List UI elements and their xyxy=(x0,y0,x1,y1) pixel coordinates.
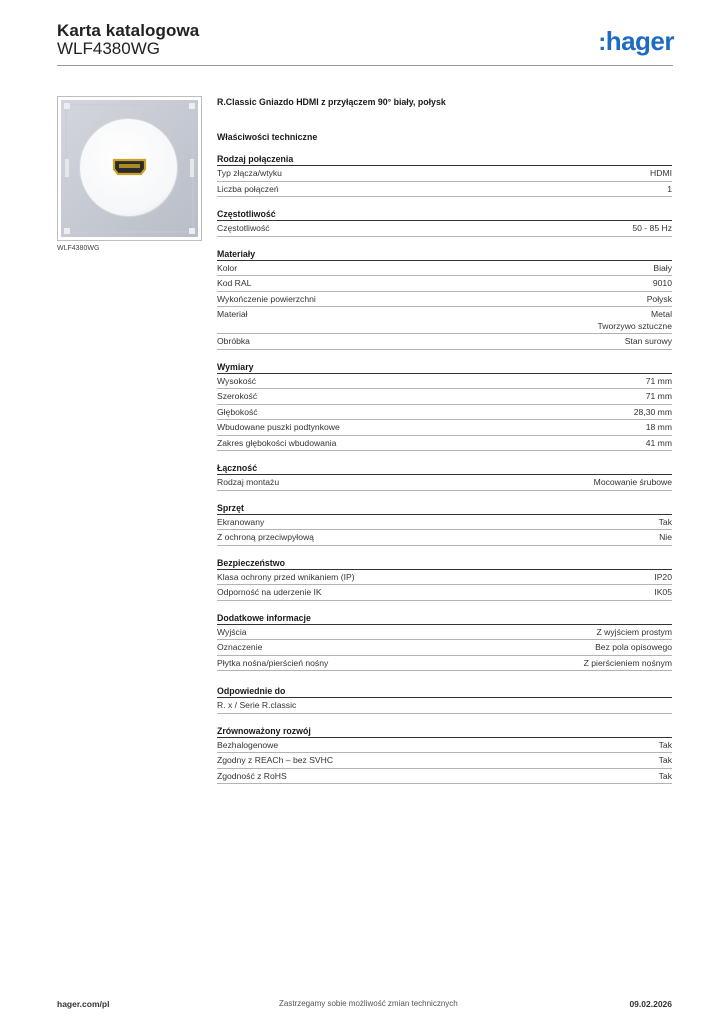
hdmi-socket-illustration xyxy=(58,97,201,240)
spec-label: Zakres głębokości wbudowania xyxy=(217,437,337,448)
section-title: Materiały xyxy=(217,248,672,261)
spec-row xyxy=(217,261,672,277)
spec-label: Ekranowany xyxy=(217,516,265,527)
spec-section xyxy=(217,462,672,491)
spec-row xyxy=(217,530,672,546)
spec-sections xyxy=(217,153,672,784)
section-title: Częstotliwość xyxy=(217,208,672,221)
spec-label: Odporność na uderzenie IK xyxy=(217,587,322,597)
spec-row xyxy=(217,738,672,754)
footer-disclaimer: Zastrzegamy sobie możliwość zmian technicznych xyxy=(279,999,458,1008)
spec-label: Z ochroną przeciwpyłową xyxy=(217,532,314,542)
section-title: Sprzęt xyxy=(217,502,672,515)
spec-value: Mocowanie śrubowe xyxy=(593,477,672,487)
spec-value: Stan surowy xyxy=(624,336,672,346)
spec-row xyxy=(217,570,672,586)
spec-value: Z wyjściem prostym xyxy=(596,626,672,637)
corner-mark-icon xyxy=(64,103,70,109)
spec-label: Zgodność z RoHS xyxy=(217,770,287,781)
spec-value: Tak xyxy=(658,770,672,781)
spec-label: Bezhalogenowe xyxy=(217,739,279,750)
spec-section xyxy=(217,208,672,237)
spec-value: Z pierścieniem nośnym xyxy=(583,657,672,668)
technical-properties-heading: Właściwości techniczne xyxy=(217,132,318,142)
spec-label: Materiał xyxy=(217,309,248,319)
spec-row xyxy=(217,374,672,390)
spec-row xyxy=(217,276,672,292)
spec-row xyxy=(217,515,672,531)
spec-row xyxy=(217,625,672,641)
section-title: Łączność xyxy=(217,462,672,475)
spec-value: HDMI xyxy=(650,168,672,178)
spec-value: Biały xyxy=(653,262,672,273)
image-caption: WLF4380WG xyxy=(57,245,100,252)
header-divider xyxy=(57,65,673,66)
spec-row xyxy=(217,753,672,769)
spec-label: Klasa ochrony przed wnikaniem (IP) xyxy=(217,571,355,582)
spec-value: Nie xyxy=(659,532,672,542)
spec-label: Wysokość xyxy=(217,375,257,386)
footer-date: 09.02.2026 xyxy=(629,999,672,1009)
section-title: Dodatkowe informacje xyxy=(217,612,672,625)
spec-row xyxy=(217,585,672,601)
spec-value: IP20 xyxy=(654,571,672,582)
spec-row xyxy=(217,182,672,198)
section-title: Odpowiednie do xyxy=(217,685,672,698)
spec-row xyxy=(217,334,672,350)
spec-row xyxy=(217,307,672,334)
spec-value: Tak xyxy=(658,516,672,527)
spec-label: Płytka nośna/pierścień nośny xyxy=(217,657,329,668)
section-title: Rodzaj połączenia xyxy=(217,153,672,166)
spec-section xyxy=(217,557,672,601)
spec-value: IK05 xyxy=(654,587,672,597)
spec-label: Kolor xyxy=(217,262,238,273)
spec-row xyxy=(217,166,672,182)
section-title: Zrównoważony rozwój xyxy=(217,725,672,738)
spec-section xyxy=(217,361,672,452)
spec-label: Wyjścia xyxy=(217,626,247,637)
spec-row xyxy=(217,640,672,656)
spec-row xyxy=(217,292,672,308)
spec-row xyxy=(217,656,672,672)
product-code: WLF4380WG xyxy=(57,39,160,58)
spec-row xyxy=(217,698,672,714)
spec-section xyxy=(217,725,672,785)
logo-colon-mark: : xyxy=(598,29,606,56)
spec-label: Rodzaj montażu xyxy=(217,477,280,487)
spec-label: Liczba połączeń xyxy=(217,183,279,194)
spec-value: Tak xyxy=(658,739,672,750)
section-title: Bezpieczeństwo xyxy=(217,557,672,570)
spec-value: 28,30 mm xyxy=(633,406,672,417)
spec-label: Wykończenie powierzchni xyxy=(217,293,316,304)
spec-value: 9010 xyxy=(652,278,672,288)
spec-section xyxy=(217,248,672,350)
spec-section xyxy=(217,502,672,546)
footer-website[interactable]: hager.com/pl xyxy=(57,999,110,1009)
spec-value: 50 - 85 Hz xyxy=(632,223,672,233)
spec-value: 18 mm xyxy=(645,422,672,432)
product-name: R.Classic Gniazdo HDMI z przyłączem 90° biały, połysk xyxy=(217,97,446,107)
spec-row xyxy=(217,221,672,237)
spec-row xyxy=(217,769,672,785)
spec-section xyxy=(217,612,672,672)
spec-label: Głębokość xyxy=(217,406,258,417)
spec-label: Wbudowane puszki podtynkowe xyxy=(217,422,340,432)
spec-label: Typ złącza/wtyku xyxy=(217,168,282,178)
document-title: Karta katalogowa xyxy=(57,21,200,40)
corner-mark-icon xyxy=(189,103,195,109)
spec-value: Połysk xyxy=(646,293,672,304)
spec-value: 71 mm xyxy=(645,391,672,401)
spec-label: Kod RAL xyxy=(217,278,252,288)
spec-value: 1 xyxy=(667,183,672,194)
spec-value: 71 mm xyxy=(645,375,672,386)
section-title: Wymiary xyxy=(217,361,672,374)
corner-mark-icon xyxy=(189,228,195,234)
spec-row xyxy=(217,389,672,405)
spec-label: Oznaczenie xyxy=(217,642,263,652)
spec-row xyxy=(217,420,672,436)
spec-value: Tak xyxy=(658,755,672,765)
spec-label: Szerokość xyxy=(217,391,258,401)
spec-row xyxy=(217,405,672,421)
specification-panel xyxy=(217,95,672,795)
spec-label: R. x / Serie R.classic xyxy=(217,700,297,710)
product-image xyxy=(57,96,202,241)
spec-value: Metal Tworzywo sztuczne xyxy=(597,309,672,331)
spec-value: Bez pola opisowego xyxy=(595,642,672,652)
spec-row xyxy=(217,436,672,452)
spec-section xyxy=(217,153,672,197)
spec-row xyxy=(217,475,672,491)
hager-logo xyxy=(598,28,674,55)
spec-label: Zgodny z REACh – bez SVHC xyxy=(217,755,334,765)
corner-mark-icon xyxy=(64,228,70,234)
spec-label: Częstotliwość xyxy=(217,223,270,233)
logo-text: hager xyxy=(605,26,674,56)
spec-value: 41 mm xyxy=(645,437,672,448)
spec-label: Obróbka xyxy=(217,336,250,346)
spec-section xyxy=(217,685,672,714)
